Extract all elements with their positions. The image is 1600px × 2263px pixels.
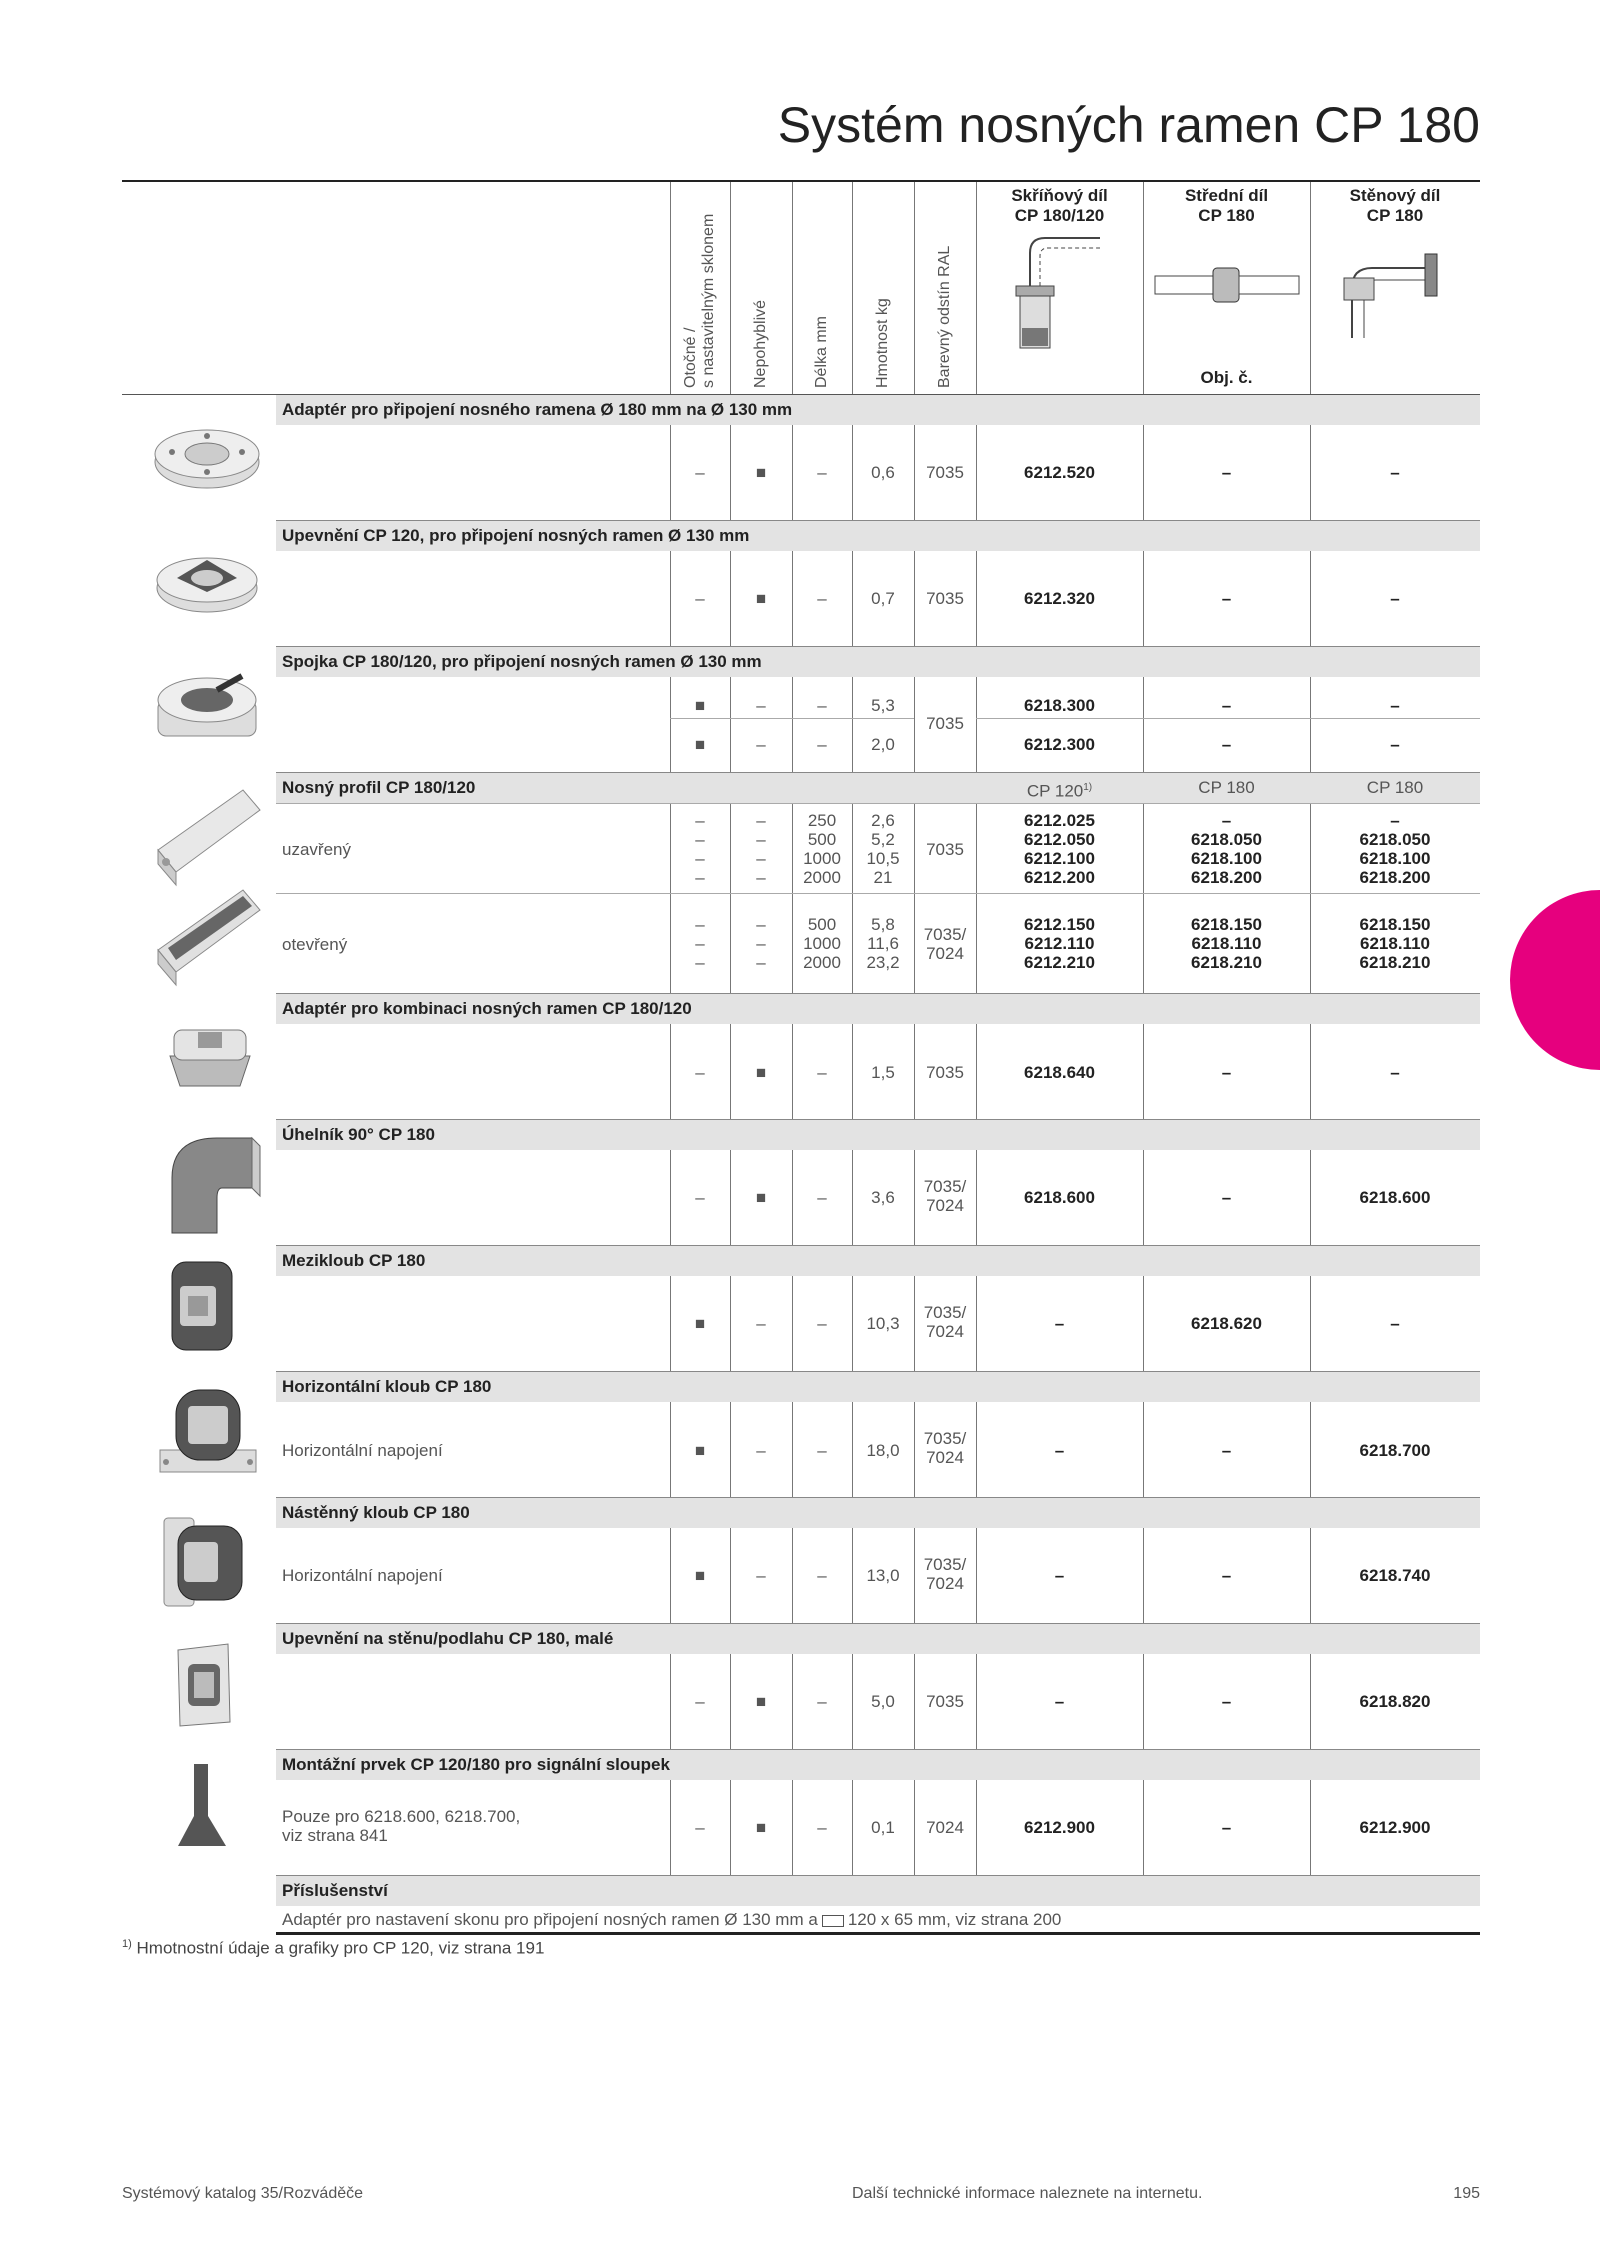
closed-profile-image bbox=[148, 780, 268, 890]
cell-rotatable: ■ bbox=[694, 696, 706, 715]
cell-ral: 7035 bbox=[926, 463, 964, 482]
page-number: 195 bbox=[1453, 2185, 1480, 2202]
cell-weight: 5,8 11,6 23,2 bbox=[866, 915, 900, 972]
cell-ral: 7035 bbox=[926, 589, 964, 608]
divider bbox=[852, 182, 853, 1932]
cell-cabinet: 6218.600 bbox=[1024, 1188, 1095, 1207]
cell-weight: 2,6 5,2 10,5 21 bbox=[866, 811, 900, 887]
cell-middle: – bbox=[1221, 696, 1232, 715]
col-header-middle: Střední díl CP 180 bbox=[1184, 186, 1269, 225]
row-description: Pouze pro 6218.600, 6218.700, viz strana 841 bbox=[282, 1807, 521, 1845]
cell-wall: 6218.600 bbox=[1359, 1188, 1431, 1207]
cell-middle: 6218.620 bbox=[1191, 1314, 1262, 1333]
cell-weight: 0,6 bbox=[871, 463, 895, 482]
footnote: $^{1)}$ Hmotnostní údaje a grafiky pro CP 120, viz strana 191 bbox=[122, 1938, 545, 1958]
cell-middle: – bbox=[1221, 1818, 1232, 1837]
cell-wall: – 6218.050 6218.100 6218.200 bbox=[1359, 811, 1431, 887]
row-rule bbox=[276, 803, 1480, 804]
top-rule bbox=[122, 180, 1480, 182]
profile-closed-label: uzavřený bbox=[282, 840, 351, 859]
cell-fixed: – bbox=[756, 735, 766, 754]
cell-wall: 6218.740 bbox=[1359, 1566, 1431, 1585]
cell-ral: 7035 bbox=[926, 1063, 964, 1082]
cell-length: – bbox=[817, 1188, 827, 1207]
section-title: Mezikloub CP 180 bbox=[282, 1251, 426, 1270]
cell-wall: – bbox=[1390, 696, 1400, 715]
order-number-label: Obj. č. bbox=[1200, 368, 1253, 387]
section-title: Spojka CP 180/120, pro připojení nosných ramen Ø 130 mm bbox=[282, 652, 762, 671]
cell-cabinet: 6212.300 bbox=[1024, 735, 1095, 754]
cell-ral: 7035/ 7024 bbox=[923, 1555, 967, 1593]
cell-wall: – bbox=[1390, 463, 1400, 482]
cell-ral: 7035/ 7024 bbox=[923, 1177, 967, 1215]
cell-weight: 18,0 bbox=[866, 1441, 900, 1460]
col-header-weight: Hmotnost kg bbox=[874, 298, 891, 388]
cell-ral: 7035 bbox=[926, 840, 964, 859]
cell-ral: 7035/ 7024 bbox=[923, 1303, 967, 1341]
open-profile-image bbox=[148, 880, 268, 990]
wall-joint-image bbox=[160, 1512, 250, 1612]
intermediate-joint-image bbox=[162, 1256, 242, 1356]
cell-rotatable: – bbox=[695, 1692, 705, 1711]
divider bbox=[914, 182, 915, 1932]
cell-length: – bbox=[817, 1314, 827, 1333]
rectangle-profile-icon bbox=[822, 1915, 844, 1927]
divider bbox=[976, 182, 977, 1932]
middle-part-drawing bbox=[1153, 262, 1303, 312]
cell-fixed: – bbox=[756, 696, 766, 715]
combination-adapter-image bbox=[160, 1016, 260, 1096]
cell-weight: 5,0 bbox=[871, 1692, 895, 1711]
wall-floor-mount-image bbox=[168, 1640, 238, 1730]
cell-rotatable: – bbox=[695, 1188, 705, 1207]
cell-weight: 1,5 bbox=[871, 1063, 895, 1082]
row-rule bbox=[670, 718, 914, 719]
cell-fixed: – bbox=[756, 1441, 766, 1460]
cell-ral: 7035/ 7024 bbox=[923, 925, 967, 963]
signal-pillar-mount-image bbox=[172, 1760, 232, 1850]
cell-cabinet: 6218.640 bbox=[1024, 1063, 1095, 1082]
footer-catalog: Systémový katalog 35/Rozváděče bbox=[122, 2185, 364, 2202]
divider bbox=[1143, 182, 1144, 1932]
divider bbox=[1310, 182, 1311, 1932]
cell-wall: – bbox=[1390, 735, 1400, 754]
cell-wall: 6218.700 bbox=[1359, 1441, 1431, 1460]
cell-wall: – bbox=[1390, 1314, 1400, 1333]
cell-wall: – bbox=[1390, 589, 1400, 608]
cell-weight: 5,3 bbox=[871, 696, 895, 715]
cell-fixed: ■ bbox=[755, 1692, 767, 1711]
col-header-fixed: Nepohyblivé bbox=[752, 299, 769, 388]
cell-middle: 6218.150 6218.110 6218.210 bbox=[1191, 915, 1262, 972]
col-header-ral: Barevný odstín RAL bbox=[936, 245, 953, 388]
cell-fixed: ■ bbox=[755, 1818, 767, 1837]
cell-ral: 7024 bbox=[926, 1818, 964, 1837]
horizontal-joint-image bbox=[152, 1380, 264, 1490]
cell-rotatable: ■ bbox=[694, 1566, 706, 1585]
cell-cabinet: – bbox=[1054, 1692, 1065, 1711]
cell-rotatable: ■ bbox=[694, 1314, 706, 1333]
footer-info: Další technické informace naleznete na internetu. bbox=[852, 2185, 1203, 2202]
row-rule bbox=[276, 893, 1480, 894]
divider bbox=[730, 182, 731, 1932]
section-title: Nástěnný kloub CP 180 bbox=[282, 1503, 470, 1522]
cell-fixed: ■ bbox=[755, 463, 767, 482]
cabinet-part-drawing bbox=[1000, 228, 1110, 358]
section-title: Nosný profil CP 180/120 bbox=[282, 778, 476, 797]
coupling-image bbox=[152, 670, 262, 750]
section-title: Adaptér pro připojení nosného ramena Ø 180 mm na Ø 130 mm bbox=[282, 400, 793, 419]
cell-middle: – bbox=[1221, 735, 1232, 754]
row-description: Horizontální napojení bbox=[282, 1441, 443, 1460]
cell-middle: – bbox=[1221, 1063, 1232, 1082]
cell-length: – bbox=[817, 1441, 827, 1460]
elbow-90-image bbox=[162, 1128, 262, 1238]
section-title: Montážní prvek CP 120/180 pro signální sloupek bbox=[282, 1755, 670, 1774]
section-title: Horizontální kloub CP 180 bbox=[282, 1377, 492, 1396]
cell-fixed: – – – bbox=[756, 915, 766, 972]
cell-rotatable: – bbox=[695, 589, 705, 608]
section-title: Adaptér pro kombinaci nosných ramen CP 180/120 bbox=[282, 999, 692, 1018]
page-title: Systém nosných ramen CP 180 bbox=[777, 97, 1480, 153]
sub-header-wall: CP 180 bbox=[1366, 778, 1424, 797]
accessory-text: Adaptér pro nastavení skonu pro připojení nosných ramen Ø 130 mm a 120 x 65 mm, viz strana 200 bbox=[282, 1910, 1062, 1929]
cell-wall: – bbox=[1390, 1063, 1400, 1082]
cell-middle: – bbox=[1221, 1188, 1232, 1207]
divider bbox=[792, 182, 793, 1932]
cell-middle: – bbox=[1221, 1566, 1232, 1585]
cell-wall: 6218.150 6218.110 6218.210 bbox=[1359, 915, 1431, 972]
cell-length: – bbox=[817, 463, 827, 482]
cell-cabinet: 6212.025 6212.050 6212.100 6212.200 bbox=[1024, 811, 1095, 887]
section-title: Úhelník 90° CP 180 bbox=[282, 1125, 435, 1144]
adapter-ring-image bbox=[152, 424, 262, 494]
section-title: Příslušenství bbox=[282, 1881, 388, 1900]
col-header-rotatable: Otočné / s nastavitelným sklonem bbox=[682, 213, 717, 388]
cell-fixed: – bbox=[756, 1566, 766, 1585]
cell-cabinet: – bbox=[1054, 1441, 1065, 1460]
cp120-mount-image bbox=[152, 548, 262, 618]
row-description: Horizontální napojení bbox=[282, 1566, 443, 1585]
section-title: Upevnění na stěnu/podlahu CP 180, malé bbox=[282, 1629, 614, 1648]
cell-fixed: – bbox=[756, 1314, 766, 1333]
cell-cabinet: – bbox=[1054, 1566, 1065, 1585]
cell-length: – bbox=[817, 1063, 827, 1082]
section-band bbox=[276, 1246, 1480, 1276]
cell-rotatable: ■ bbox=[694, 735, 706, 754]
wall-part-drawing bbox=[1340, 248, 1450, 343]
section-band bbox=[276, 1876, 1480, 1906]
cell-weight: 10,3 bbox=[866, 1314, 900, 1333]
section-marker-tab bbox=[1510, 890, 1600, 1070]
cell-weight: 0,7 bbox=[871, 589, 895, 608]
cell-length: – bbox=[817, 1818, 827, 1837]
cell-cabinet: 6218.300 bbox=[1024, 696, 1095, 715]
cell-middle: – 6218.050 6218.100 6218.200 bbox=[1191, 811, 1262, 887]
cell-rotatable: – – – – bbox=[695, 811, 705, 887]
cell-rotatable: – bbox=[695, 1818, 705, 1837]
cell-middle: – bbox=[1221, 589, 1232, 608]
divider bbox=[670, 182, 671, 1932]
cell-wall: 6218.820 bbox=[1359, 1692, 1431, 1711]
cell-length: – bbox=[817, 1566, 827, 1585]
cell-length: – bbox=[817, 735, 827, 754]
cell-cabinet: 6212.520 bbox=[1024, 463, 1095, 482]
cell-length: – bbox=[817, 1692, 827, 1711]
cell-length: 250 500 1000 2000 bbox=[803, 811, 841, 887]
cell-cabinet: 6212.320 bbox=[1024, 589, 1095, 608]
profile-open-label: otevřený bbox=[282, 935, 348, 954]
cell-cabinet: 6212.900 bbox=[1024, 1818, 1095, 1837]
col-header-wall: Stěnový díl CP 180 bbox=[1349, 186, 1441, 225]
cell-weight: 13,0 bbox=[866, 1566, 900, 1585]
cell-wall: 6212.900 bbox=[1359, 1818, 1431, 1837]
cell-fixed: ■ bbox=[755, 1188, 767, 1207]
sub-header-cabinet: CP 120$^{1)}$ bbox=[1026, 781, 1093, 801]
sub-header-middle: CP 180 bbox=[1198, 778, 1255, 797]
cell-ral: 7035 bbox=[926, 714, 964, 733]
cell-ral: 7035 bbox=[926, 1692, 964, 1711]
cell-weight: 0,1 bbox=[871, 1818, 895, 1837]
section-title: Upevnění CP 120, pro připojení nosných ramen Ø 130 mm bbox=[282, 526, 750, 545]
row-rule bbox=[976, 718, 1480, 719]
cell-length: 500 1000 2000 bbox=[803, 915, 841, 972]
col-header-cabinet: Skříňový díl CP 180/120 bbox=[1011, 186, 1108, 225]
cell-fixed: ■ bbox=[755, 589, 767, 608]
cell-rotatable: – bbox=[695, 463, 705, 482]
cell-cabinet: 6212.150 6212.110 6212.210 bbox=[1024, 915, 1095, 972]
cell-middle: – bbox=[1221, 1441, 1232, 1460]
cell-length: – bbox=[817, 696, 827, 715]
cell-rotatable: ■ bbox=[694, 1441, 706, 1460]
cell-ral: 7035/ 7024 bbox=[923, 1429, 967, 1467]
cell-middle: – bbox=[1221, 1692, 1232, 1711]
cell-fixed: ■ bbox=[755, 1063, 767, 1082]
section-band bbox=[276, 1120, 1480, 1150]
cell-cabinet: – bbox=[1054, 1314, 1065, 1333]
cell-rotatable: – – – bbox=[695, 915, 705, 972]
cell-weight: 2,0 bbox=[871, 735, 895, 754]
col-header-length: Délka mm bbox=[813, 315, 830, 388]
cell-fixed: – – – – bbox=[756, 811, 766, 887]
cell-weight: 3,6 bbox=[871, 1188, 895, 1207]
cell-middle: – bbox=[1221, 463, 1232, 482]
cell-rotatable: – bbox=[695, 1063, 705, 1082]
cell-length: – bbox=[817, 589, 827, 608]
bottom-rule bbox=[276, 1932, 1480, 1935]
